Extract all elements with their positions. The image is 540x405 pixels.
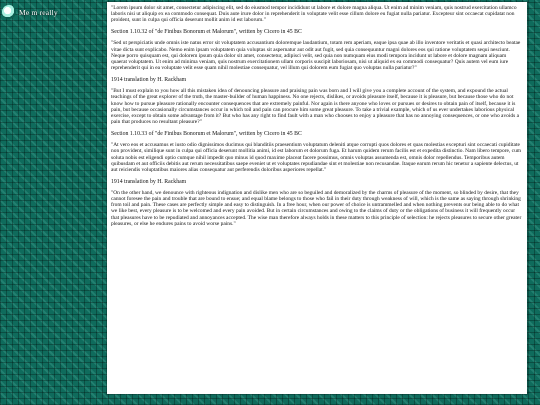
site-title: Me m really bbox=[19, 7, 58, 17]
translation-heading-2: 1914 translation by H. Rackham bbox=[111, 178, 187, 185]
paragraph-translation-1: "But I must explain to you how all this mistaken idea of denouncing pleasure and praising pain was born and I will give you a complete account of the system, and expound the actual teachings of the great explorer of the truth, the master-builder of human happiness. No one rejects, dislikes, or avoids pleasure itself, because it is pleasure, but because those who do not know how to pursue pleasure rationally encounter consequences that are extremely painful. Nor again is there anyone who loves or pursues or desires to obtain pain of itself, because it is pain, but because occasionally circumstances occur in which toil and pain can procure him some great pleasure. To take a trivial example, which of us ever undertakes laborious physical exercise, except to obtain some advantage from it? But who has any right to find fault with a man who chooses to enjoy a pleasure that has no annoying consequences, or one who avoids a pain that produces no resultant pleasure?" bbox=[111, 88, 520, 126]
translation-heading-1: 1914 translation by H. Rackham bbox=[111, 77, 187, 84]
paragraph-1-10-33: "At vero eos et accusamus et iusto odio dignissimos ducimus qui blanditiis praesentium voluptatum deleniti atque corrupti quos dolores et quas molestias excepturi sint occaecati cupiditate non provident, similique sunt in culpa qui officia deserunt mollitia animi, id est laborum et dolorum fuga. Et harum quidem rerum facilis est et expedita distinctio. Nam libero tempore, cum soluta nobis est eligendi optio cumque nihil impedit quo minus id quod maxime placeat facere possimus, omnis voluptas assumenda est, omnis dolor repellendus. Temporibus autem quibusdam et aut officiis debitis aut rerum necessitatibus saepe eveniet ut et voluptates repudiandae sint et molestiae non recusandae. Itaque earum rerum hic tenetur a sapiente delectus, ut aut reiciendis voluptatibus maiores alias consequatur aut perferendis doloribus asperiores repellat." bbox=[111, 142, 522, 173]
section-heading-1-10-33: Section 1.10.33 of "de Finibus Bonorum et Malorum", written by Cicero in 45 BC bbox=[111, 131, 302, 138]
paragraph-translation-2: "On the other hand, we denounce with righteous indignation and dislike men who are so beguiled and demoralized by the charms of pleasure of the moment, so blinded by desire, that they cannot foresee the pain and trouble that are bound to ensue; and equal blame belongs to those who fail in their duty through weakness of will, which is the same as saying through shrinking from toil and pain. These cases are perfectly simple and easy to distinguish. In a free hour, when our power of choice is untrammelled and when nothing prevents our being able to do what we like best, every pleasure is to be welcomed and every pain avoided. But in certain circumstances and owing to the claims of duty or the obligations of business it will frequently occur that pleasures have to be repudiated and annoyances accepted. The wise man therefore always holds in these matters to this principle of selection: he rejects pleasures to secure other greater pleasures, or else he endures pains to avoid worse pains." bbox=[111, 189, 522, 227]
site-logo[interactable] bbox=[2, 2, 106, 22]
main-content bbox=[107, 2, 527, 394]
logo-icon bbox=[2, 5, 16, 19]
section-heading-1-10-32: Section 1.10.32 of "de Finibus Bonorum et Malorum", written by Cicero in 45 BC bbox=[111, 29, 302, 36]
paragraph-intro: "Lorem ipsum dolor sit amet, consectetur adipiscing elit, sed do eiusmod tempor incididunt ut labore et dolore magna aliqua. Ut enim ad minim veniam, quis nostrud exercitation ullamco laboris nisi ut aliquip ex ea commodo consequat. Duis aute irure dolor in reprehenderit in voluptate velit esse cillum dolore eu fugiat nulla pariatur. Excepteur sint occaecat cupidatat non proident, sunt in culpa qui officia deserunt mollit anim id est laborum." bbox=[111, 5, 517, 24]
paragraph-1-10-32: "Sed ut perspiciatis unde omnis iste natus error sit voluptatem accusantium doloremque laudantium, totam rem aperiam, eaque ipsa quae ab illo inventore veritatis et quasi architecto beatae vitae dicta sunt explicabo. Nemo enim ipsam voluptatem quia voluptas sit aspernatur aut odit aut fugit, sed quia consequuntur magni dolores eos qui ratione voluptatem sequi nesciunt. Neque porro quisquam est, qui dolorem ipsum quia dolor sit amet, consectetur, adipisci velit, sed quia non numquam eius modi tempora incidunt ut labore et dolore magnam aliquam quaerat voluptatem. Ut enim ad minima veniam, quis nostrum exercitationem ullam corporis suscipit laboriosam, nisi ut aliquid ex ea commodi consequatur? Quis autem vel eum iure reprehenderit qui in ea voluptate velit esse quam nihil molestiae consequatur, vel illum qui dolorem eum fugiat quo voluptas nulla pariatur?" bbox=[111, 40, 521, 72]
